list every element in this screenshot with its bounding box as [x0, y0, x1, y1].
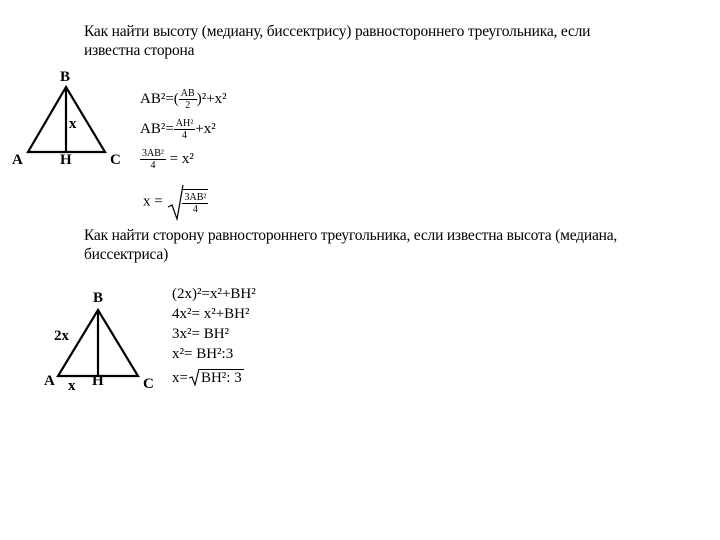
formula-4: x = $\frac{\text{3AB²}}{4}$ — [143, 183, 208, 221]
fraction: $\frac{AB}{2}$ — [180, 88, 195, 111]
segment-label-x: x — [68, 378, 76, 394]
vertex-label-a: A — [44, 373, 55, 389]
formula-8: x²= BH²:3 — [172, 346, 234, 362]
triangle-diagram-1 — [0, 62, 130, 177]
formula-9: x= BH²: 3 — [172, 370, 242, 386]
triangle-diagram-2 — [30, 284, 170, 396]
heading-line: известна сторона — [84, 42, 195, 59]
fraction: $\frac{\text{AH²}}{4}$ — [175, 118, 194, 141]
formula-5: (2x)²=x²+BH² — [172, 286, 256, 302]
heading-line: Как найти высоту (медиану, биссектрису) равностороннего треугольника, если — [84, 23, 591, 40]
radicand-fraction: $\frac{\text{3AB²}}{4}$ — [182, 189, 208, 215]
vertex-label-b: B — [93, 290, 104, 306]
formula-2: AB²= $\frac{\text{AH²}}{4}$ +x² — [140, 118, 216, 141]
formula-7: 3x²= BH² — [172, 326, 230, 342]
formula-1: AB²=( $\frac{AB}{2}$ )²+x² — [140, 88, 227, 111]
height-label-x: x — [69, 116, 77, 132]
fraction: $\frac{\text{3AB²}}{4}$ — [142, 148, 164, 171]
sqrt-sign-icon — [188, 368, 199, 386]
vertex-label-c: C — [110, 152, 121, 168]
heading-side-from-height — [84, 226, 617, 264]
vertex-label-b: B — [60, 69, 71, 85]
formula-3: $\frac{\text{3AB²}}{4}$ = x² — [142, 148, 194, 171]
vertex-label-h: H — [60, 152, 72, 168]
heading-height-from-side — [84, 22, 590, 60]
side-label-2x: 2x — [54, 328, 69, 344]
heading-line: биссектриса) — [84, 246, 169, 263]
formula-6: 4x²= x²+BH² — [172, 306, 250, 322]
vertex-label-a: A — [12, 152, 23, 168]
heading-line: Как найти сторону равностороннего треугольника, если известна высота (медиана, — [84, 227, 618, 244]
vertex-label-h: H — [92, 373, 104, 389]
vertex-label-c: C — [143, 376, 154, 392]
